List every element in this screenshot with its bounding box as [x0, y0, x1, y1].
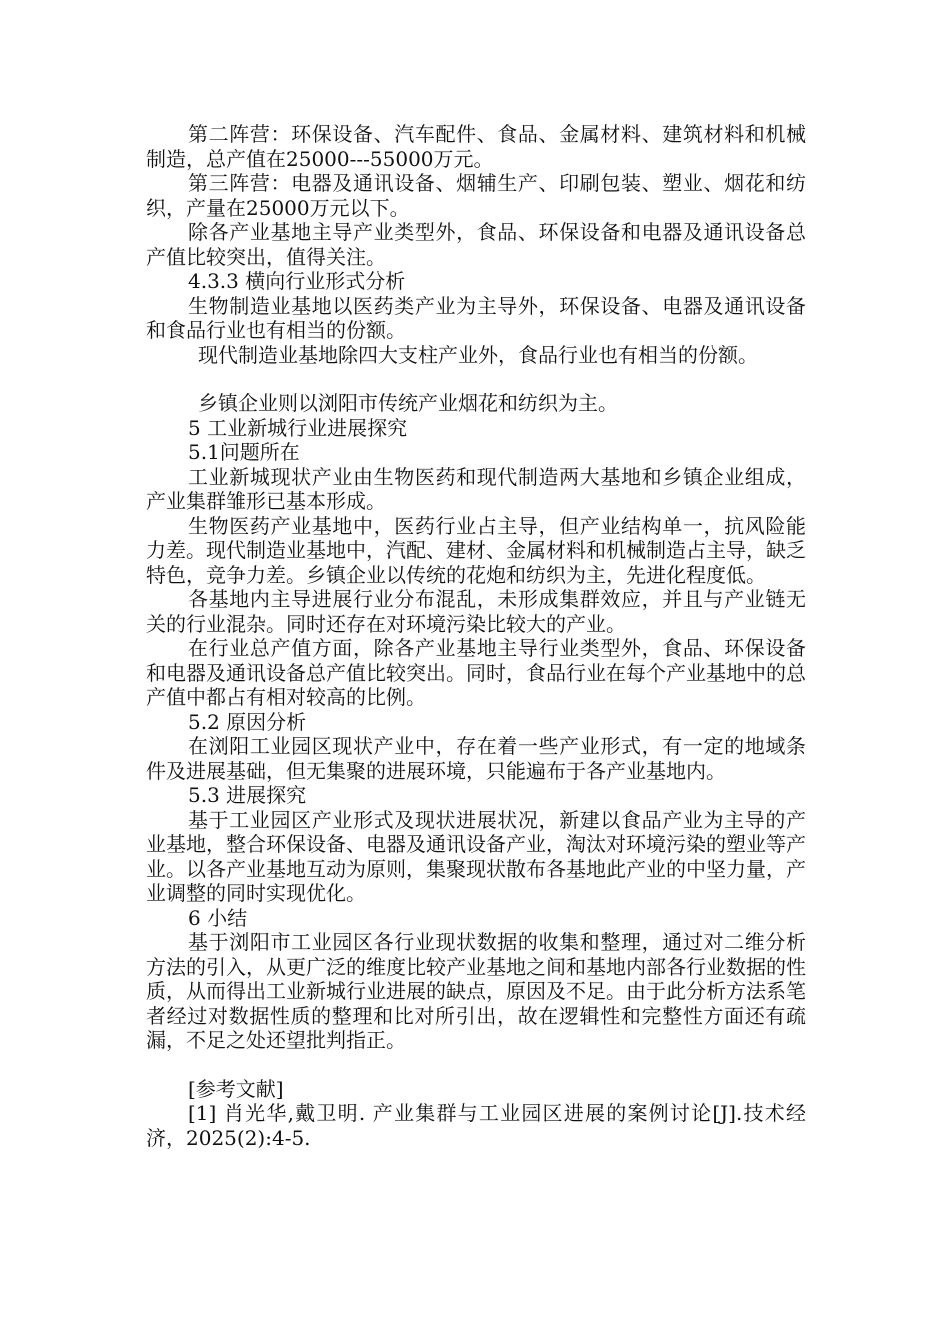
paragraph-development: 基于工业园区产业形式及现状进展状况，新建以食品产业为主导的产业基地，整合环保设备、电器及通讯设备产业，淘汰对环境污染的塑业等产业。以各产业基地互动为原则，集聚现状散布各基地此产业的中坚力量，产业调整的同时实现优化。: [146, 807, 806, 905]
paragraph-summary: 基于浏阳市工业园区各行业现状数据的收集和整理，通过对二维分析方法的引入，从更广泛的维度比较产业基地之间和基地内部各行业数据的性质，从而得出工业新城行业进展的缺点，原因及不足。由于此分析方法系笔者经过对数据性质的整理和比对所引出，故在逻辑性和完整性方面还有疏漏，不足之处还望批判指正。: [146, 930, 806, 1052]
paragraph-cause: 在浏阳工业园区现状产业中，存在着一些产业形式，有一定的地域条件及进展基础，但无集聚的进展环境，只能遍布于各产业基地内。: [146, 734, 806, 783]
heading-5-1: 5.1问题所在: [188, 440, 300, 464]
blank-line: [146, 367, 806, 391]
paragraph-bio-base: 生物制造业基地以医药类产业为主导外，环保设备、电器及通讯设备和食品行业也有相当的份额。: [146, 293, 806, 342]
document-body: [146, 122, 806, 1150]
references-heading: [参考文献]: [188, 1076, 284, 1101]
paragraph-third-camp: 第三阵营：电器及通讯设备、烟辅生产、印刷包装、塑业、烟花和纺织，产量在25000万元以下。: [146, 171, 806, 220]
blank-line: [146, 1053, 806, 1077]
paragraph-second-camp: 第二阵营：环保设备、汽车配件、食品、金属材料、建筑材料和机械制造，总产值在25000---55000万元。: [146, 122, 806, 171]
heading-5-3: 5.3 进展探究: [188, 783, 307, 807]
paragraph-total-output: 在行业总产值方面，除各产业基地主导行业类型外，食品、环保设备和电器及通讯设备总产值比较突出。同时，食品行业在每个产业基地中的总产值中都占有相对较高的比例。: [146, 636, 806, 709]
heading-4-3-3: 4.3.3 横向行业形式分析: [188, 269, 406, 293]
paragraph-bio-pharma: 生物医药产业基地中，医药行业占主导，但产业结构单一，抗风险能力差。现代制造业基地中，汽配、建材、金属材料和机械制造占主导，缺乏特色，竞争力差。乡镇企业以传统的花炮和纺织为主，先进化程度低。: [146, 513, 806, 587]
reference-item: [1] 肖光华,戴卫明. 产业集群与工业园区进展的案例讨论[J].技术经济，2025(2):4-5.: [146, 1101, 806, 1150]
paragraph-township: 乡镇企业则以浏阳市传统产业烟花和纺织为主。: [198, 391, 618, 415]
heading-section-6: 6 小结: [188, 905, 248, 930]
paragraph-distribution: 各基地内主导进展行业分布混乱，未形成集群效应，并且与产业链无关的行业混杂。同时还存在对环境污染比较大的产业。: [146, 587, 806, 636]
paragraph-notable-output: 除各产业基地主导产业类型外，食品、环保设备和电器及通讯设备总产值比较突出，值得关注。: [146, 220, 806, 269]
heading-section-5: 5 工业新城行业进展探究: [188, 415, 408, 440]
paragraph-modern-base: 现代制造业基地除四大支柱产业外，食品行业也有相当的份额。: [198, 342, 758, 367]
heading-5-2: 5.2 原因分析: [188, 709, 307, 734]
paragraph-status: 工业新城现状产业由生物医药和现代制造两大基地和乡镇企业组成，产业集群雏形已基本形成。: [146, 464, 806, 513]
